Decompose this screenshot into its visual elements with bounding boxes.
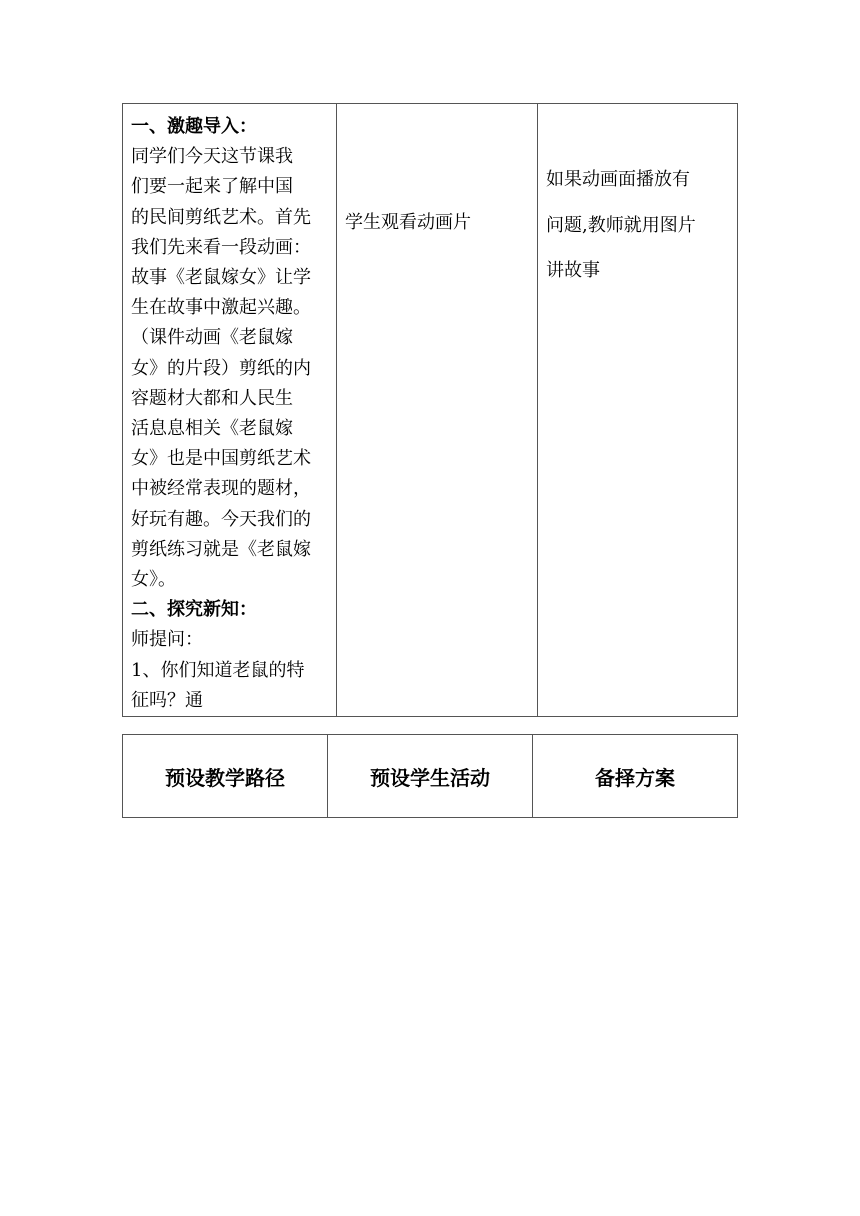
- header-teaching-path: 预设教学路径: [123, 735, 328, 818]
- teaching-path-cell: [123, 104, 337, 717]
- text-line: 问题,教师就用图片: [546, 214, 696, 236]
- student-activity-text: 学生观看动画片: [345, 212, 471, 233]
- text-line: 好玩有趣。今天我们的: [131, 508, 311, 530]
- text-line: 活息息相关《老鼠嫁: [131, 418, 293, 440]
- text-line: 女》的片段）剪纸的内: [131, 357, 311, 379]
- header-table: [122, 734, 738, 818]
- text-line: 我们先来看一段动画：: [131, 236, 311, 258]
- text-line: 同学们今天这节课我: [131, 146, 293, 168]
- header-alternative-plan: 备择方案: [533, 735, 738, 818]
- alternative-plan-cell: [538, 104, 738, 717]
- text-line: 生在故事中激起兴趣。: [131, 297, 311, 319]
- text-line: 师提问：: [131, 629, 203, 651]
- text-line: （课件动画《老鼠嫁: [131, 327, 293, 349]
- lesson-table: [122, 103, 738, 717]
- text-line: 的民间剪纸艺术。首先: [131, 206, 311, 228]
- text-line: 剪纸练习就是《老鼠嫁: [131, 538, 311, 560]
- text-line: 如果动画面播放有: [546, 169, 690, 190]
- alternative-plan-text: [538, 104, 737, 294]
- text-line: 容题材大都和人民生: [131, 387, 293, 409]
- table-row: [123, 735, 738, 818]
- text-line: 女》也是中国剪纸艺术: [131, 448, 311, 470]
- text-line: 女》。: [131, 569, 176, 591]
- table-row: [123, 104, 738, 717]
- section-heading-intro: 一、激趣导入：: [131, 116, 257, 137]
- text-line: 讲故事: [546, 260, 600, 281]
- section-heading-explore: 二、探究新知：: [131, 599, 257, 621]
- text-line: 们要一起来了解中国: [131, 176, 293, 198]
- text-line: 故事《老鼠嫁女》让学: [131, 267, 311, 289]
- text-line: 征吗？通: [131, 689, 203, 711]
- header-student-activity: 预设学生活动: [328, 735, 533, 818]
- teaching-path-text: [123, 104, 336, 716]
- student-activity-cell: [337, 104, 538, 717]
- text-line: 1、你们知道老鼠的特: [131, 659, 305, 681]
- text-line: 中被经常表现的题材，: [131, 478, 311, 500]
